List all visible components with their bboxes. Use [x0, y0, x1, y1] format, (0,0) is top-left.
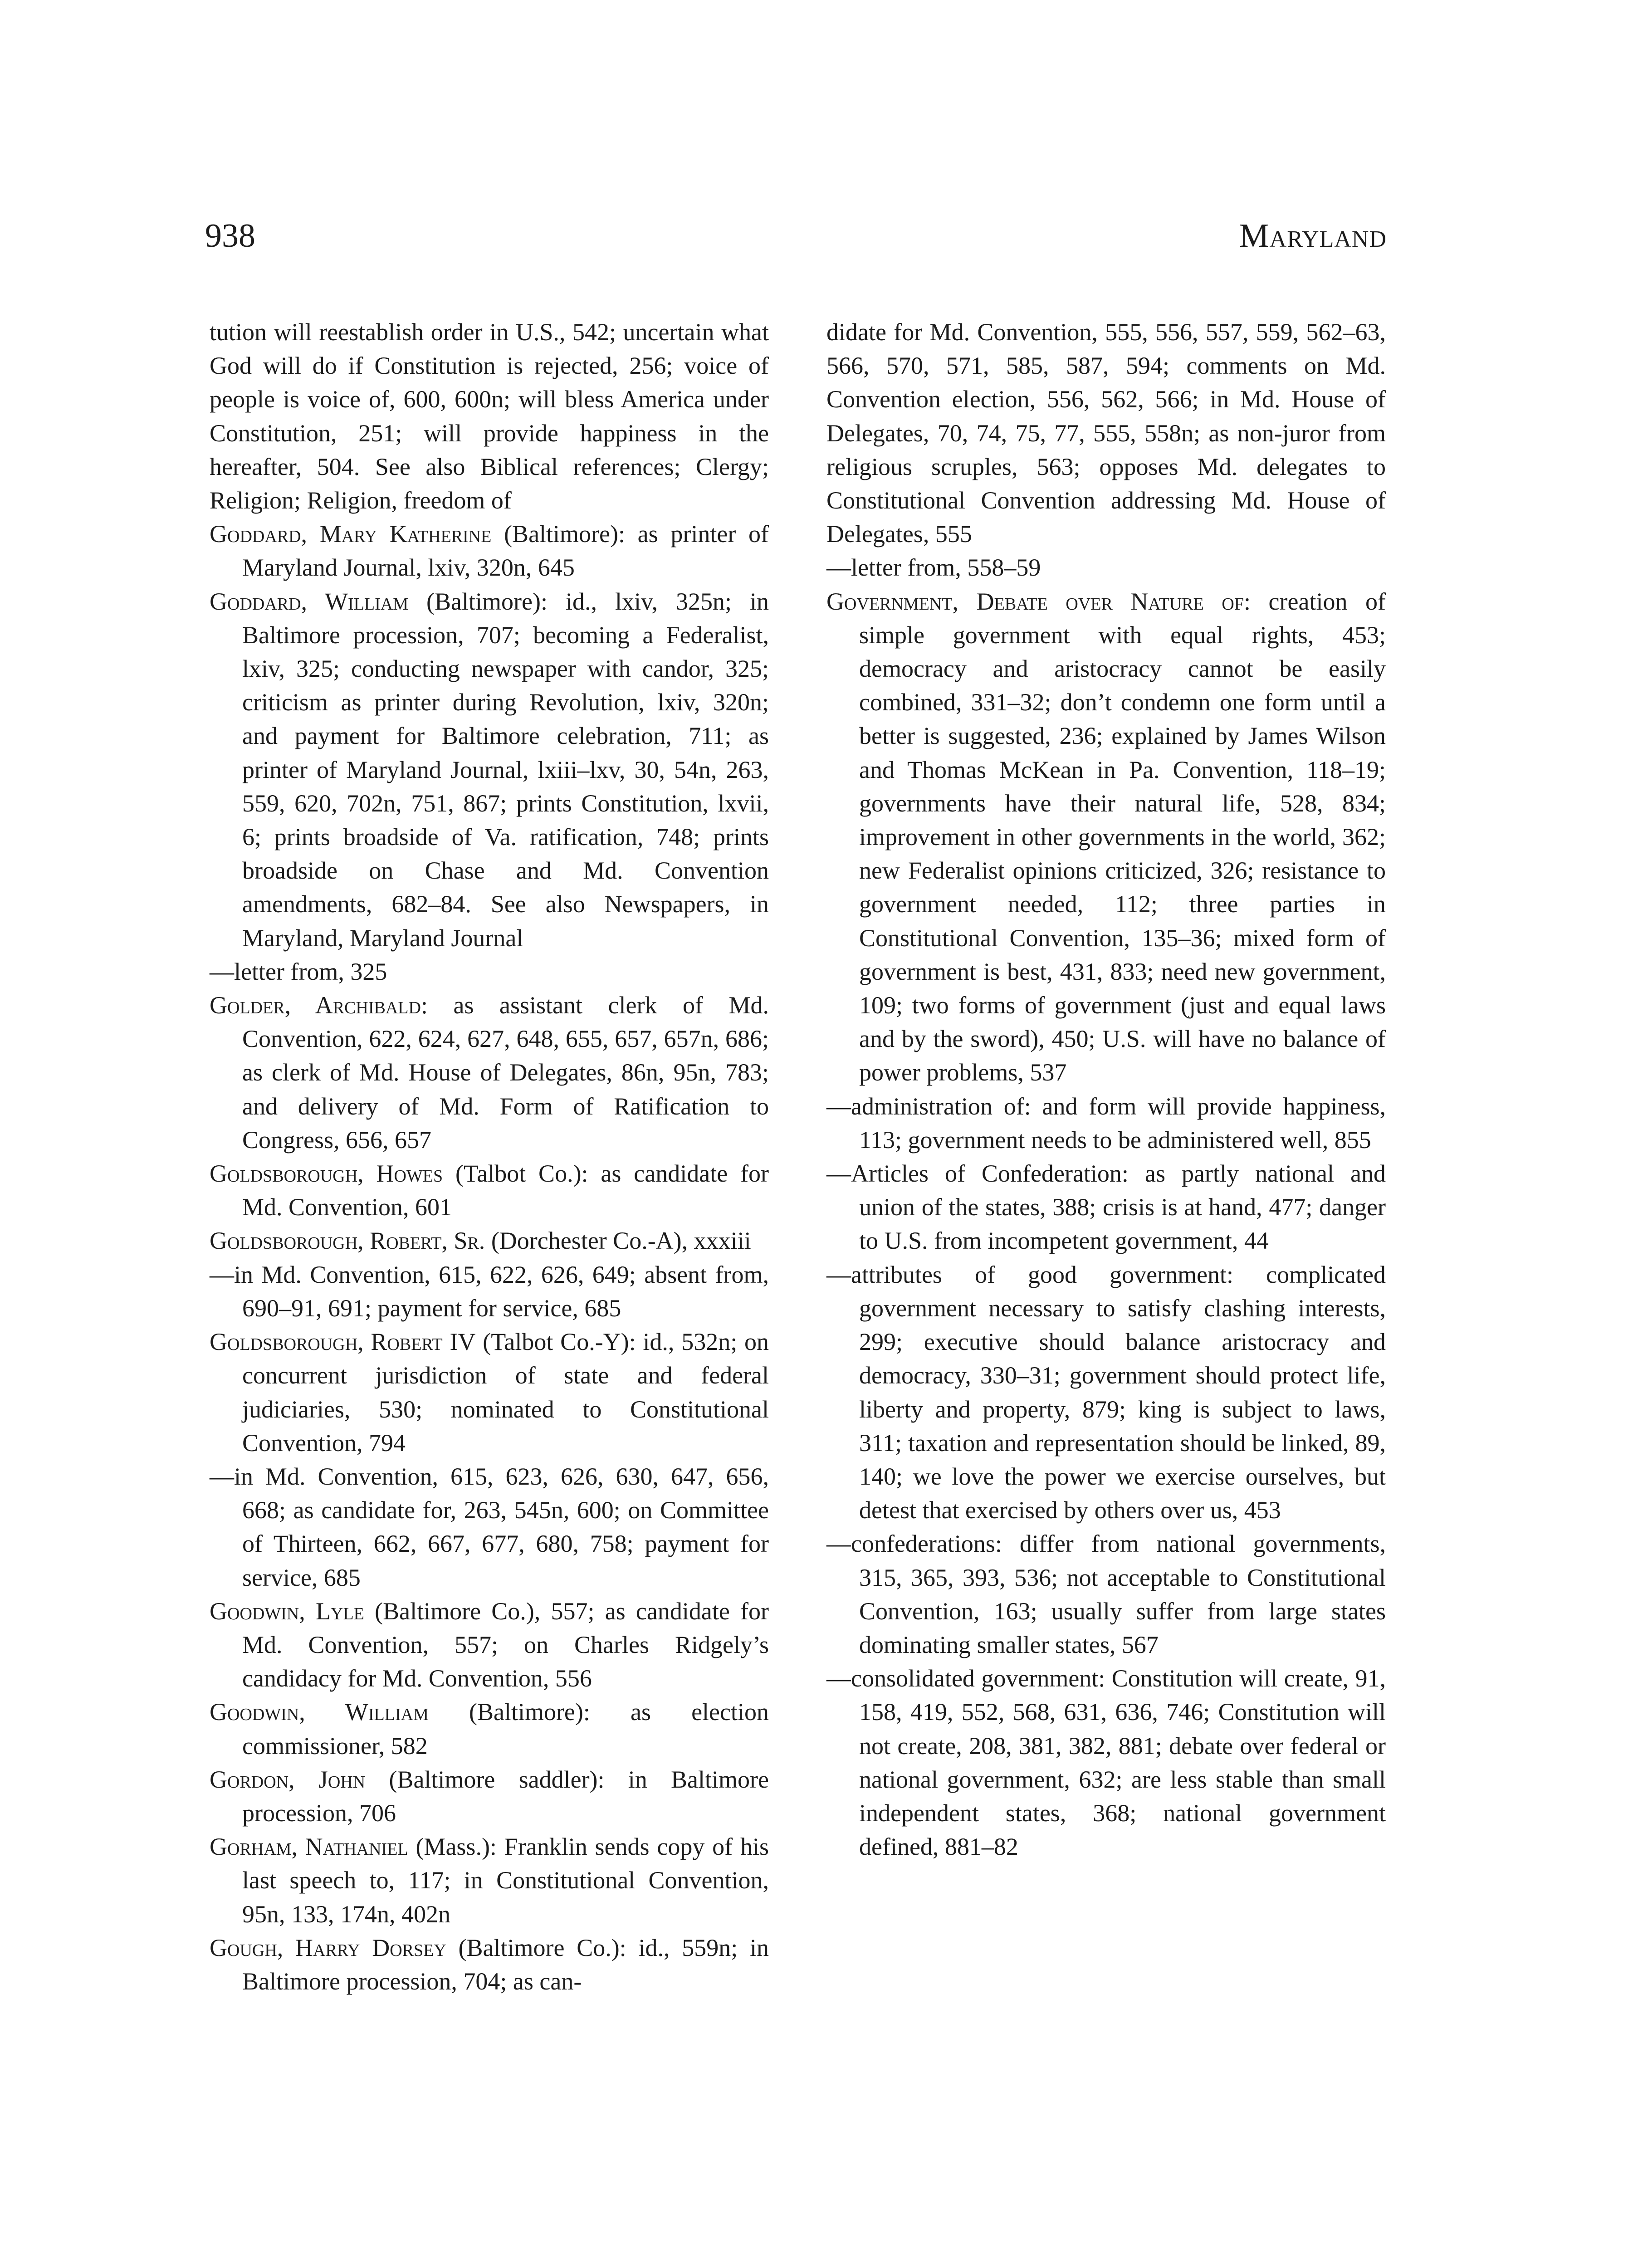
entry-text: —confederations: differ from national governments, 315, 365, 393, 536; not acceptable to Constitutional Convention, 163; usually suffer from large states dominating smaller states, 567	[826, 1530, 1386, 1658]
left-column	[210, 315, 769, 1998]
entry-text: (Baltimore Co.), 557; as candidate for Md. Convention, 557; on Charles Ridgely’s candidacy for Md. Convention, 556	[242, 1597, 769, 1692]
entry-text: didate for Md. Convention, 555, 556, 557, 559, 562–63, 566, 570, 571, 585, 587, 594; comments on Md. Convention election, 556, 562, 566; in Md. House of Delegates, 70, 74, 75, 77, 555, 558n; as non-juror from religious scruples, 563; opposes Md. delegates to Constitutional Convention addressing Md. House of Delegates, 555	[826, 318, 1386, 548]
entry-heading: Goodwin, William	[210, 1698, 429, 1726]
index-entry	[210, 1224, 769, 1257]
section-title: Maryland	[1239, 217, 1387, 254]
index-subentry	[826, 1527, 1386, 1662]
entry-text: —in Md. Convention, 615, 622, 626, 649; absent from, 690–91, 691; payment for service, 685	[210, 1261, 769, 1322]
index-subentry	[826, 1090, 1386, 1157]
index-subentry	[210, 1258, 769, 1325]
index-subentry	[210, 1460, 769, 1594]
index-subentry	[826, 551, 1386, 584]
entry-heading: Golder, Archibald	[210, 992, 421, 1019]
index-subentry	[826, 1157, 1386, 1258]
index-subentry	[826, 1258, 1386, 1527]
index-entry	[210, 315, 769, 517]
entry-heading: Goldsborough, Howes	[210, 1160, 443, 1188]
index-subentry	[826, 1662, 1386, 1863]
entry-text: (Dorchester Co.-A), xxxiii	[485, 1227, 751, 1255]
entry-text: (Baltimore Co.): id., 559n; in Baltimore procession, 704; as can-	[242, 1934, 769, 1995]
page-number: 938	[205, 217, 255, 254]
entry-text: —in Md. Convention, 615, 623, 626, 630, 647, 656, 668; as candidate for, 263, 545n, 600; on Committee of Thirteen, 662, 667, 677, 680, 758; payment for service, 685	[210, 1462, 769, 1591]
entry-text: : as assistant clerk of Md. Convention, 622, 624, 627, 648, 655, 657, 657n, 686; as clerk of Md. House of Delegates, 86n, 95n, 783; and delivery of Md. Form of Ratification to Congress, 656, 657	[242, 992, 769, 1154]
entry-heading: Goldsborough, Robert IV	[210, 1328, 476, 1356]
running-head	[205, 213, 1387, 259]
entry-text: tution will reestablish order in U.S., 542; uncertain what God will do if Constitution is rejected, 256; voice of people is voice of, 600, 600n; will bless America under Constitution, 251; will provide happiness in the hereafter, 504. See also Biblical references; Clergy; Religion; Religion, freedom of	[210, 318, 769, 514]
index-entry	[210, 517, 769, 584]
entry-text: (Baltimore): as election commissioner, 582	[242, 1698, 769, 1760]
entry-text: : creation of simple government with equal rights, 453; democracy and aristocracy cannot be easily combined, 331–32; don’t condemn one form until a better is suggested, 236; explained by James Wilson and Thomas McKean in Pa. Convention, 118–19; governments have their natural life, 528, 834; improvement in other governments in the world, 362; new Federalist opinions criticized, 326; resistance to government needed, 112; three parties in Constitutional Convention, 135–36; mixed form of government is best, 431, 833; need new government, 109; two forms of government (just and equal laws and by the sword), 450; U.S. will have no balance of power problems, 537	[859, 587, 1386, 1086]
entry-heading: Goddard, Mary Katherine	[210, 520, 492, 548]
entry-heading: Goodwin, Lyle	[210, 1597, 364, 1625]
index-entry	[210, 1931, 769, 1998]
index-entry	[210, 1830, 769, 1931]
right-column	[826, 315, 1386, 1863]
entry-text: (Baltimore): as printer of Maryland Journal, lxiv, 320n, 645	[242, 520, 769, 582]
entry-heading: Goldsborough, Robert, Sr.	[210, 1227, 485, 1255]
index-entry	[210, 585, 769, 955]
index-entry	[210, 1325, 769, 1460]
index-entry	[826, 315, 1386, 551]
entry-text: (Mass.): Franklin sends copy of his last speech to, 117; in Constitutional Convention, 95n, 133, 174n, 402n	[242, 1833, 769, 1928]
entry-text: —Articles of Confederation: as partly national and union of the states, 388; crisis is at hand, 477; danger to U.S. from incompetent government, 44	[826, 1160, 1386, 1255]
entry-text: —consolidated government: Constitution will create, 91, 158, 419, 552, 568, 631, 636, 746; Constitution will not create, 208, 381, 382, 881; debate over federal or national government, 632; are less stable than small independent states, 368; national government defined, 881–82	[826, 1665, 1386, 1861]
entry-text: —letter from, 558–59	[826, 554, 1041, 582]
index-entry	[210, 1594, 769, 1696]
entry-heading: Gordon, John	[210, 1765, 366, 1793]
entry-text: —letter from, 325	[210, 958, 387, 985]
entry-heading: Gorham, Nathaniel	[210, 1833, 408, 1861]
entry-text: —administration of: and form will provide happiness, 113; government needs to be administered well, 855	[826, 1092, 1386, 1154]
entry-text: (Talbot Co.): as candidate for Md. Convention, 601	[242, 1160, 769, 1221]
index-subentry	[210, 955, 769, 988]
index-entry	[210, 1763, 769, 1830]
entry-text: (Baltimore): id., lxiv, 325n; in Baltimore procession, 707; becoming a Federalist, lxiv, 325; conducting newspaper with candor, 325; criticism as printer during Revolution, lxiv, 320n; and payment for Baltimore celebration, 711; as printer of Maryland Journal, lxiii–lxv, 30, 54n, 263, 559, 620, 702n, 751, 867; prints Constitution, lxvii, 6; prints broadside of Va. ratification, 748; prints broadside on Chase and Md. Convention amendments, 682–84. See also Newspapers, in Maryland, Maryland Journal	[242, 587, 769, 952]
index-entry	[210, 988, 769, 1157]
entry-heading: Government, Debate over Nature of	[826, 587, 1244, 615]
index-entry	[210, 1157, 769, 1224]
entry-text: (Baltimore saddler): in Baltimore procession, 706	[242, 1765, 769, 1827]
entry-text: (Talbot Co.-Y): id., 532n; on concurrent jurisdiction of state and federal judiciaries, 530; nominated to Constitutional Convention, 794	[242, 1328, 769, 1457]
entry-text: —attributes of good government: complicated government necessary to satisfy clashing interests, 299; executive should balance aristocracy and democracy, 330–31; government should protect life, liberty and property, 879; king is subject to laws, 311; taxation and representation should be linked, 89, 140; we love the power we exercise ourselves, but detest that exercised by others over us, 453	[826, 1261, 1386, 1524]
index-entry	[826, 585, 1386, 1090]
entry-heading: Goddard, William	[210, 587, 409, 615]
entry-heading: Gough, Harry Dorsey	[210, 1934, 446, 1961]
index-entry	[210, 1695, 769, 1762]
